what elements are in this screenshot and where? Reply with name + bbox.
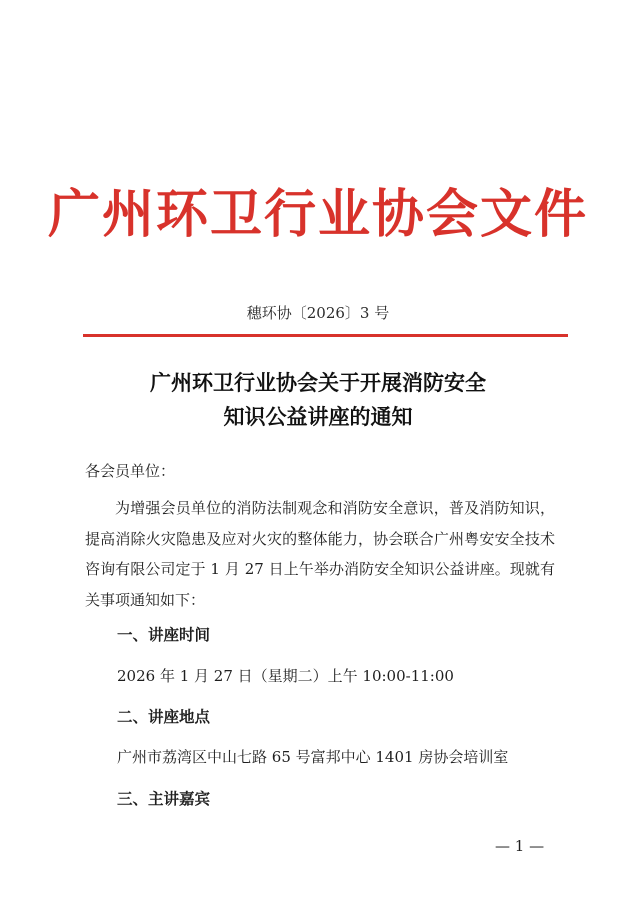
red-divider (83, 334, 568, 337)
notice-title-line-2: 知识公益讲座的通知 (223, 405, 413, 429)
section-content-location: 广州市荔湾区中山七路 65 号富邦中心 1401 房协会培训室 (117, 748, 509, 766)
section-content-time: 2026 年 1 月 27 日（星期二）上午 10:00-11:00 (117, 667, 454, 685)
section-heading-speaker: 三、主讲嘉宾 (117, 790, 211, 808)
salutation: 各会员单位： (85, 462, 176, 480)
document-number: 穗环协〔2026〕3 号 (246, 304, 390, 322)
page-number: — 1 — (495, 837, 545, 855)
masthead-title: 广州环卫行业协会文件 (47, 184, 588, 245)
section-heading-time: 一、讲座时间 (117, 626, 211, 644)
body-paragraph: 为增强会员单位的消防法制观念和消防安全意识，普及消防知识，提高消除火灾隐患及应对火灾的整体能力，协会联合广州粤安安全技术咨询有限公司定于 1 月 27 日上午举办消防安全知识公益讲座。现就有关事项通知如下： (85, 499, 555, 609)
section-heading-location: 二、讲座地点 (117, 708, 211, 726)
notice-title (0, 366, 636, 434)
notice-title-line-1: 广州环卫行业协会关于开展消防安全 (150, 371, 486, 395)
